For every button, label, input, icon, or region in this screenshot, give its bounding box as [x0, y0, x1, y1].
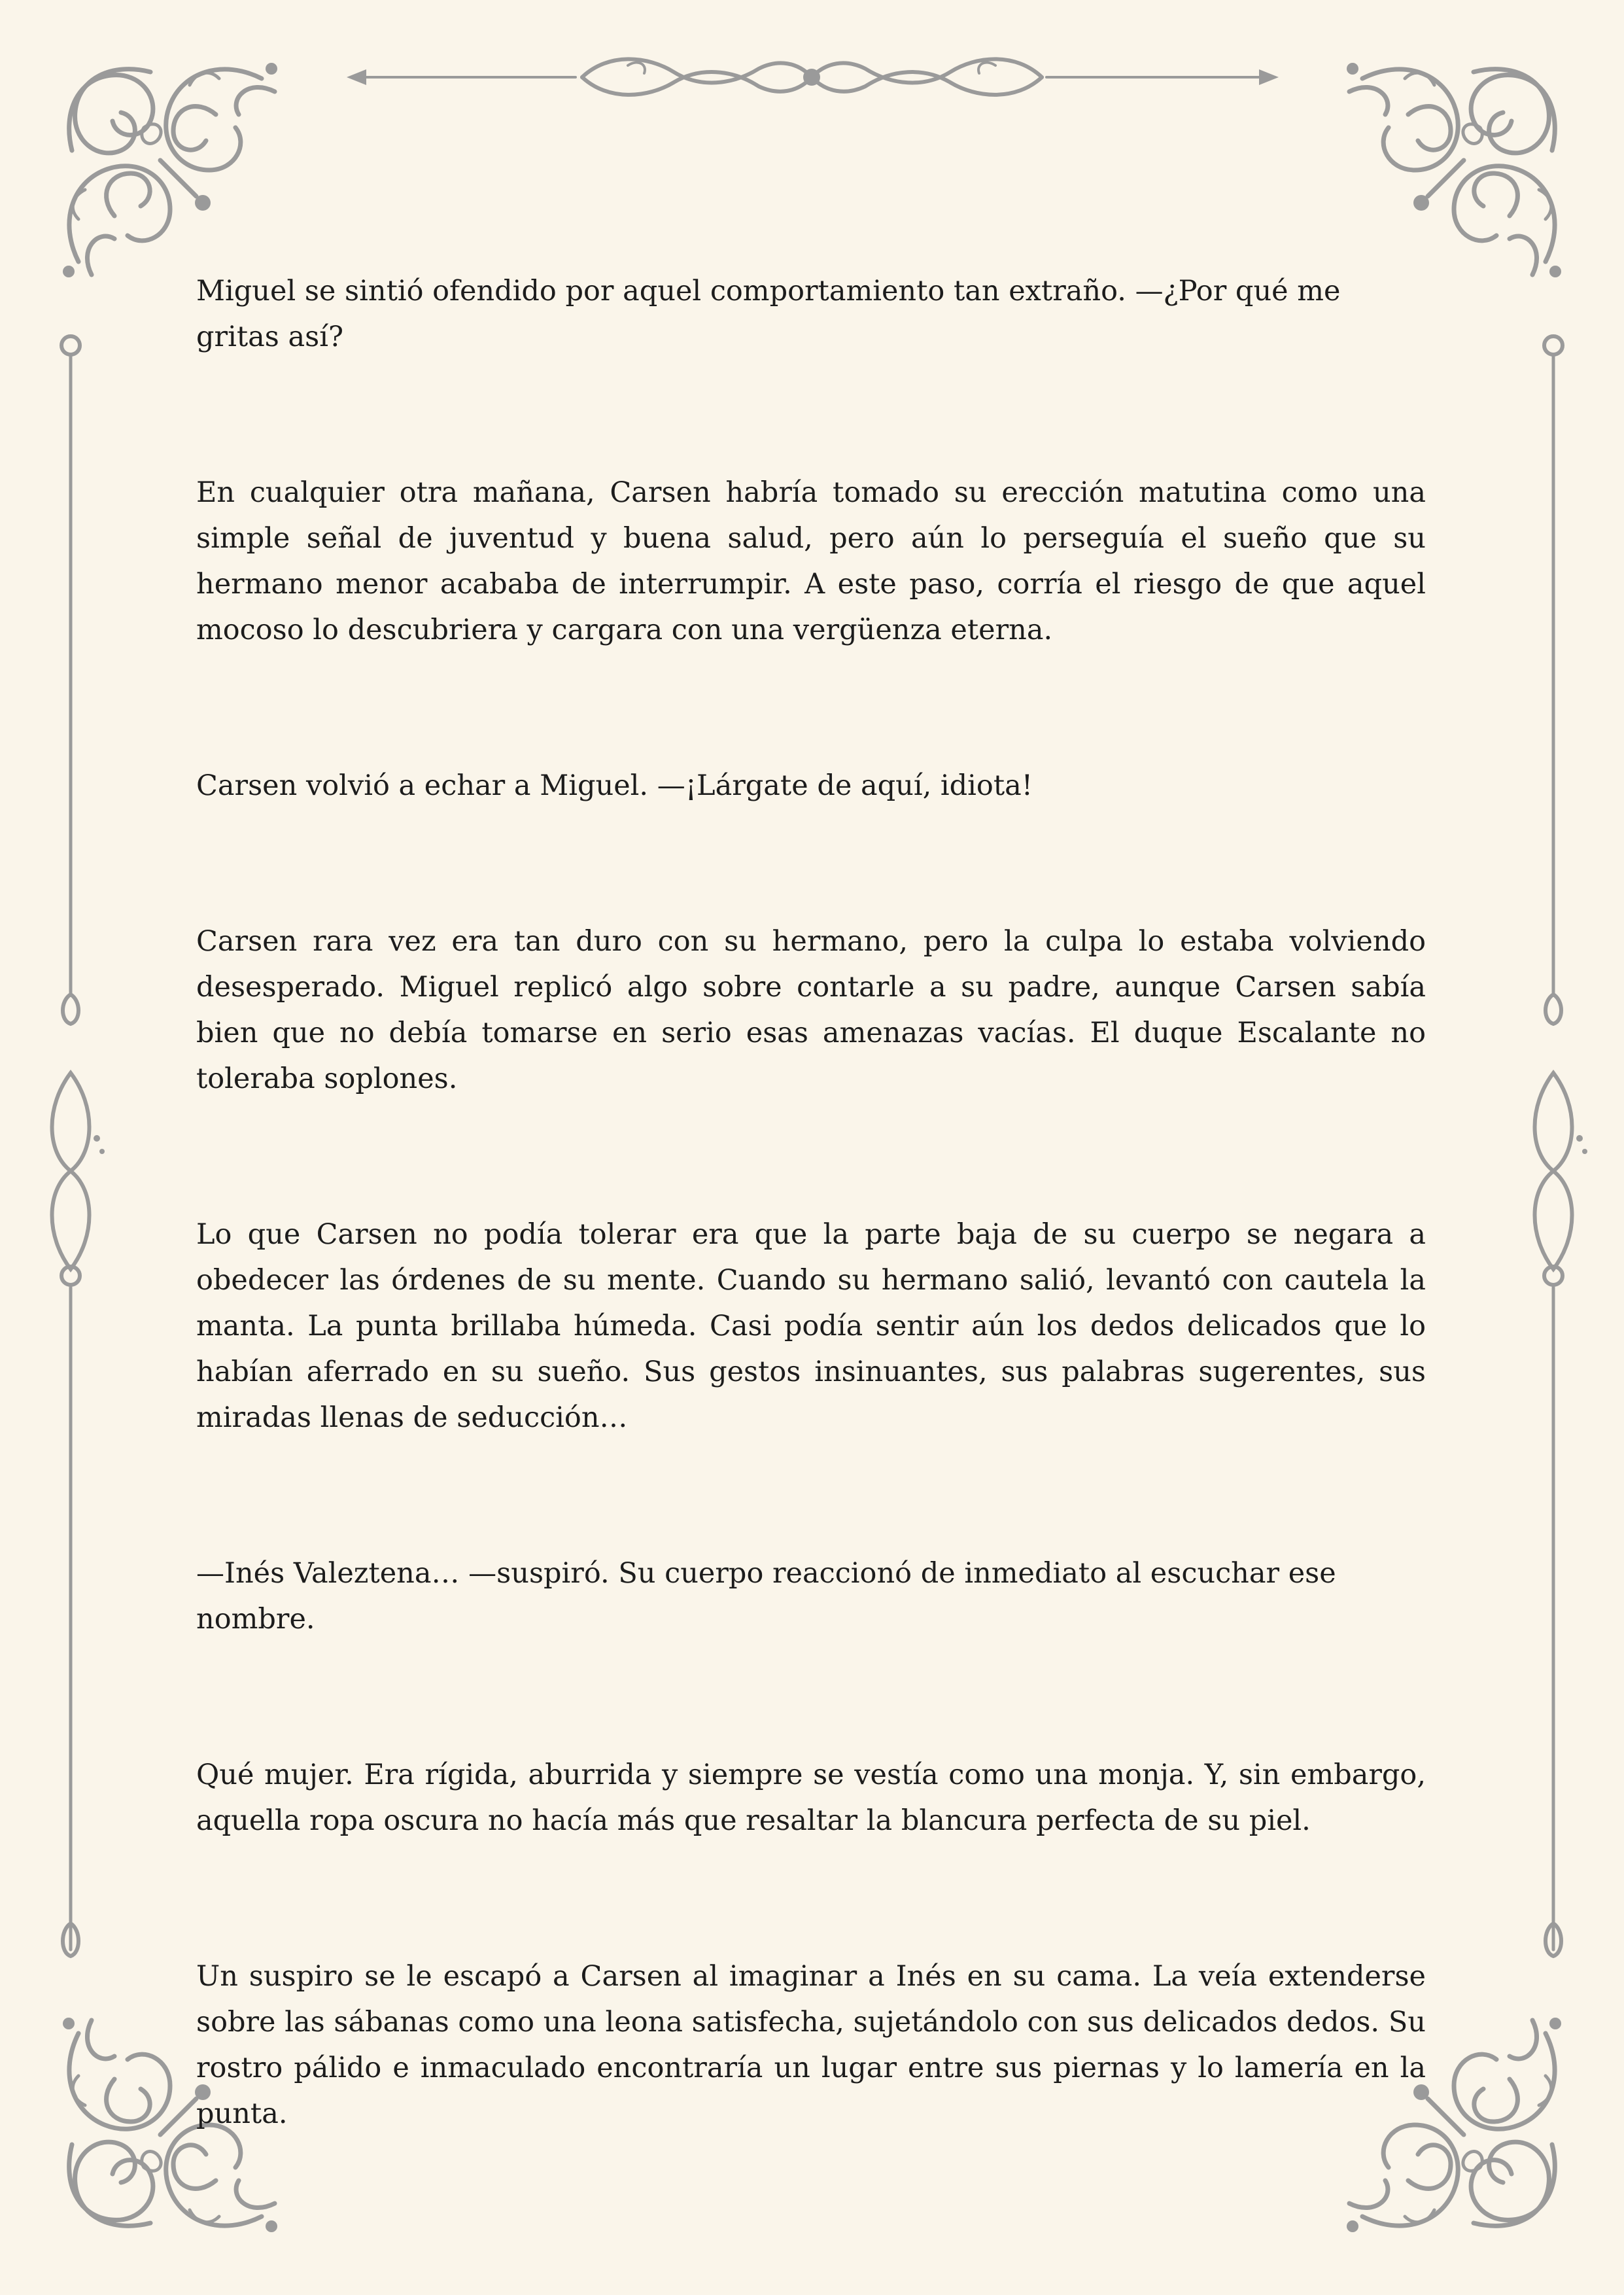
left-border	[52, 336, 105, 1956]
paragraph-2: En cualquier otra mañana, Carsen habría tomado su erección matutina como una simple señal de juventud y buena salud, pero aún lo perseguía el sueño que su hermano menor acababa de interrumpir. A este paso, corría el riesgo de que aquel mocoso lo descubriera y cargara con una vergüenza eterna.	[196, 476, 1426, 646]
paragraph-6: —Inés Valeztena… —suspiró. Su cuerpo reaccionó de inmediato al escuchar ese nombre.	[196, 1557, 1336, 1636]
paragraph-3: Carsen volvió a echar a Miguel. —¡Lárgate de aquí, idiota!	[196, 769, 1033, 802]
right-border	[1535, 336, 1588, 1956]
paragraph-5: Lo que Carsen no podía tolerar era que la parte baja de su cuerpo se negara a obedecer las órdenes de su mente. Cuando su hermano salió, levantó con cautela la manta. La punta brillaba húmeda. Casi podía sentir aún los dedos delicados que lo habían aferrado en su sueño. Sus gestos insinuantes, sus palabras sugerentes, sus miradas llenas de seducción…	[196, 1218, 1426, 1434]
body-text	[196, 268, 1426, 2137]
corner-ornament-top-right	[1347, 63, 1561, 277]
paragraph-1: Miguel se sintió ofendido por aquel comportamiento tan extraño. —¿Por qué me gritas así?	[196, 275, 1341, 353]
corner-ornament-top-left	[63, 63, 277, 277]
paragraph-4: Carsen rara vez era tan duro con su hermano, pero la culpa lo estaba volviendo desesperado. Miguel replicó algo sobre contarle a su padre, aunque Carsen sabía bien que no debía tomarse en serio esas amenazas vacías. El duque Escalante no toleraba soplones.	[196, 925, 1426, 1095]
top-center-flourish	[347, 59, 1279, 95]
paragraph-8: Un suspiro se le escapó a Carsen al imaginar a Inés en su cama. La veía extenderse sobre las sábanas como una leona satisfecha, sujetándolo con sus delicados dedos. Su rostro pálido e inmaculado encontraría un lugar entre sus piernas y lo lamería en la punta.	[196, 1960, 1426, 2130]
paragraph-7: Qué mujer. Era rígida, aburrida y siempre se vestía como una monja. Y, sin embargo, aquella ropa oscura no hacía más que resaltar la blancura perfecta de su piel.	[196, 1759, 1426, 1837]
